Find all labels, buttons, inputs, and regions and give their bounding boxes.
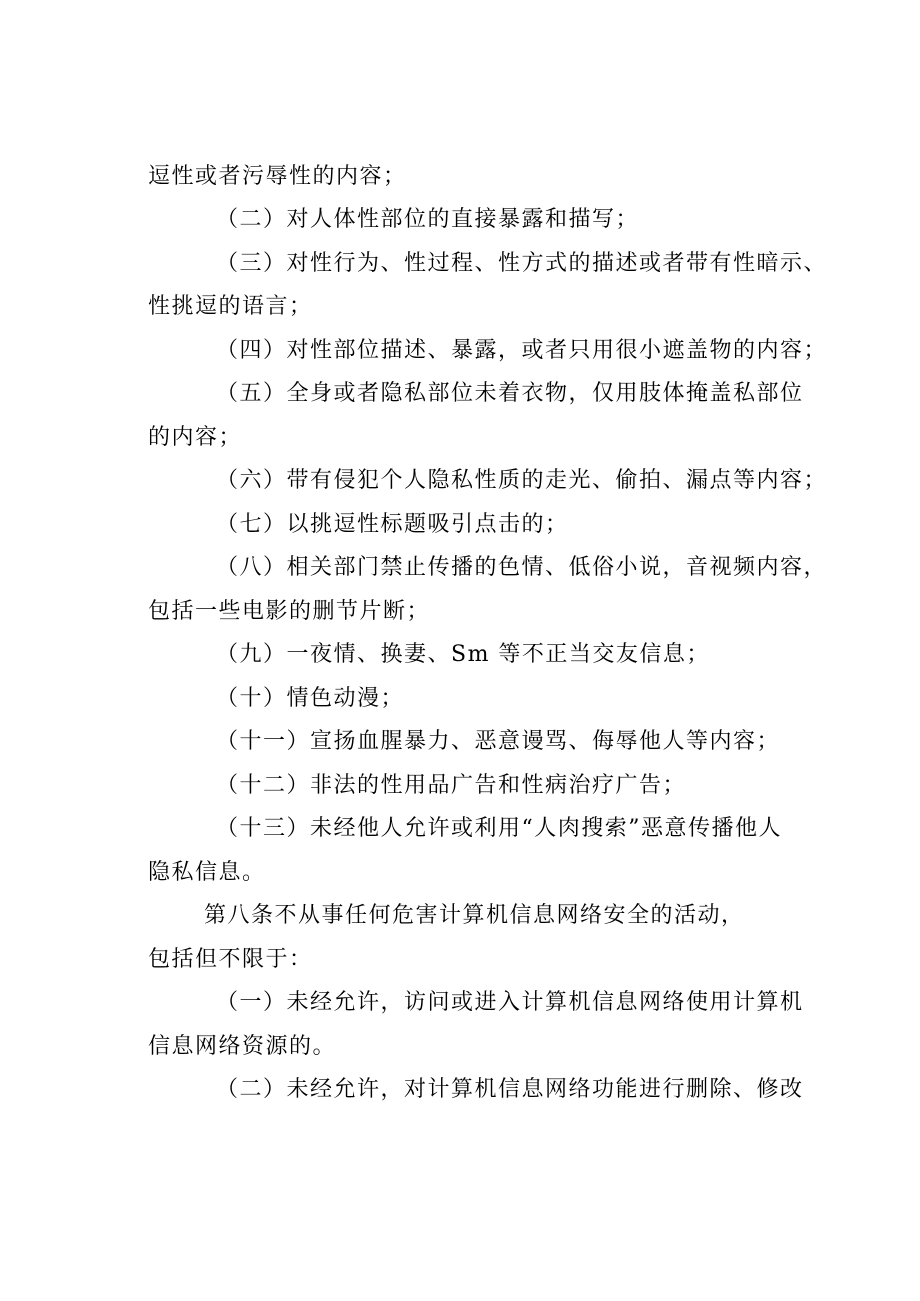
- list-item: （五）全身或者隐私部位未着衣物，仅用肢体掩盖私部位: [216, 381, 804, 406]
- list-item: （二）对人体性部位的直接暴露和描写；: [216, 207, 640, 232]
- list-item: （十）情色动漫；: [216, 686, 405, 711]
- text-line: 包括但不限于：: [148, 947, 313, 972]
- list-item: （八）相关部门禁止传播的色情、低俗小说，音视频内容，: [216, 555, 828, 580]
- list-item: （二）未经允许，对计算机信息网络功能进行删除、修改: [216, 1077, 804, 1102]
- article-heading: 第八条不从事任何危害计算机信息网络安全的活动，: [204, 903, 745, 928]
- list-item: （三）对性行为、性过程、性方式的描述或者带有性暗示、: [216, 251, 828, 276]
- text-line: 包括一些电影的删节片断；: [148, 599, 431, 624]
- list-item: （一）未经允许，访问或进入计算机信息网络使用计算机: [216, 990, 804, 1015]
- text-line: 信息网络资源的。: [148, 1034, 337, 1059]
- list-item: （十三）未经他人允许或利用“人肉搜索”恶意传播他人: [216, 816, 782, 841]
- list-item: （六）带有侵犯个人隐私性质的走光、偷拍、漏点等内容；: [216, 468, 828, 493]
- list-item: （七）以挑逗性标题吸引点击的；: [216, 512, 569, 537]
- list-item: （十一）宣扬血腥暴力、恶意谩骂、侮辱他人等内容；: [216, 729, 781, 754]
- text-line: 的内容；: [148, 425, 243, 450]
- list-item: （四）对性部位描述、暴露，或者只用很小遮盖物的内容；: [216, 338, 828, 363]
- text-line: 性挑逗的语言；: [148, 294, 313, 319]
- text-line: 逗性或者污辱性的内容；: [148, 164, 407, 189]
- text-line: 隐私信息。: [148, 860, 266, 885]
- list-item: （十二）非法的性用品广告和性病治疗广告；: [216, 773, 687, 798]
- list-item: （九）一夜情、换妻、Sm 等不正当交友信息；: [216, 642, 710, 667]
